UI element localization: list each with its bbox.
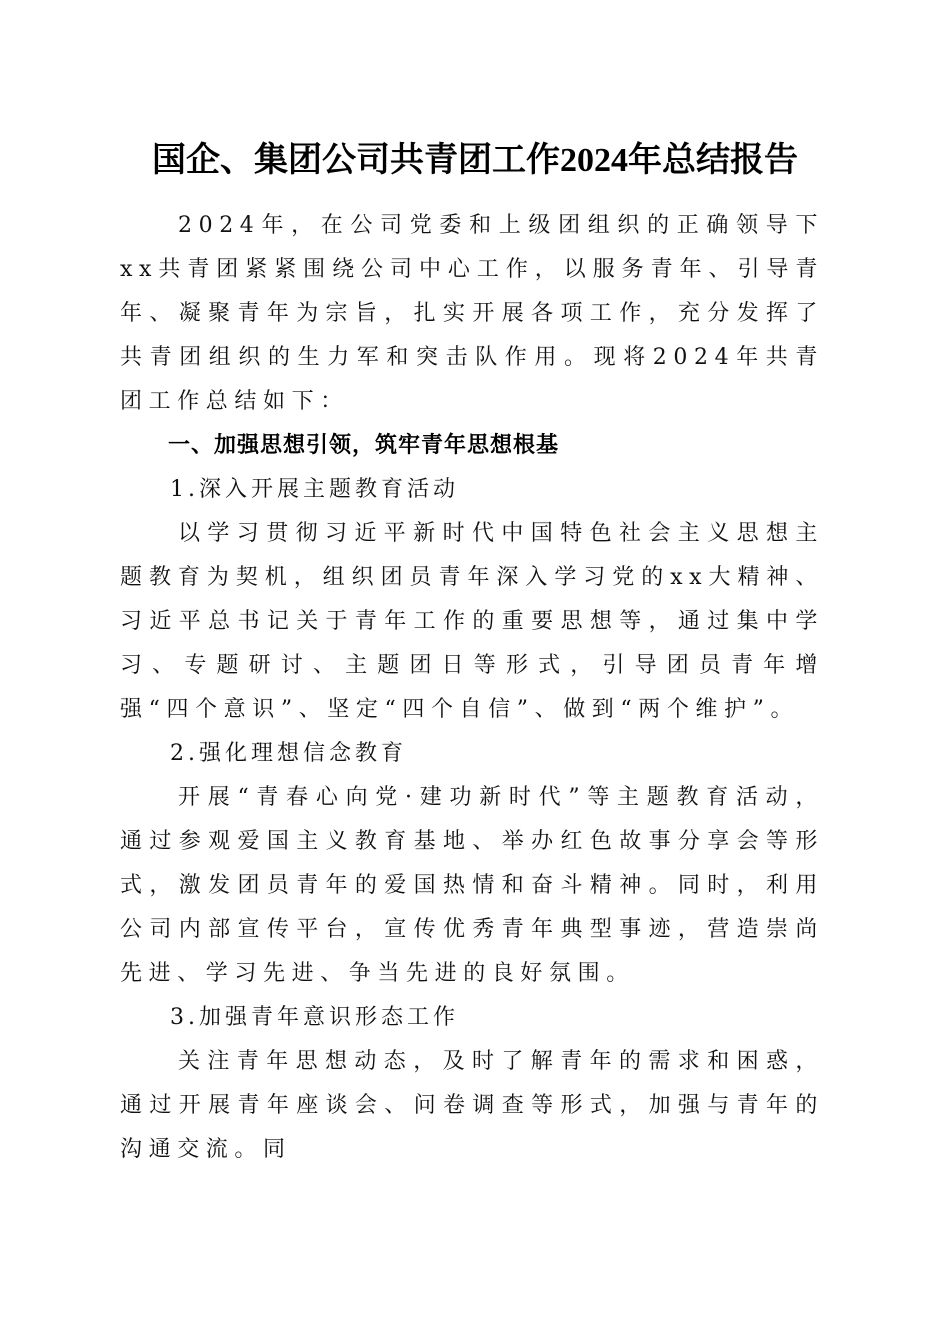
subsection-paragraph-1-1: 以学习贯彻习近平新时代中国特色社会主义思想主题教育为契机，组织团员青年深入学习党的xx大精神、习近平总书记关于青年工作的重要思想等，通过集中学习、专题研讨、主题团日等形式，引导团员青年增强“四个意识”、坚定“四个自信”、做到“两个维护”。 [120,521,824,722]
subsection-heading-1-2: 2.强化理想信念教育 [170,741,407,766]
section-heading-1: 一、加强思想引领，筑牢青年思想根基 [168,433,560,458]
intro-paragraph: 2024年，在公司党委和上级团组织的正确领导下xx共青团紧紧围绕公司中心工作，以服务青年、引导青年、凝聚青年为宗旨，扎实开展各项工作，充分发挥了共青团组织的生力军和突击队作用。现将2024年共青团工作总结如下： [120,213,824,414]
subsection-paragraph-1-3: 关注青年思想动态，及时了解青年的需求和困惑，通过开展青年座谈会、问卷调查等形式，加强与青年的沟通交流。同 [120,1049,824,1162]
subsection-heading-1-3: 3.加强青年意识形态工作 [170,1005,459,1030]
subsection-heading-1-1: 1.深入开展主题教育活动 [170,477,459,502]
subsection-paragraph-1-2: 开展“青春心向党·建功新时代”等主题教育活动，通过参观爱国主义教育基地、举办红色故事分享会等形式，激发团员青年的爱国热情和奋斗精神。同时，利用公司内部宣传平台，宣传优秀青年典型事迹，营造崇尚先进、学习先进、争当先进的良好氛围。 [120,785,824,986]
document-title: 国企、集团公司共青团工作2024年总结报告 [152,142,798,179]
document-body [120,204,824,1172]
